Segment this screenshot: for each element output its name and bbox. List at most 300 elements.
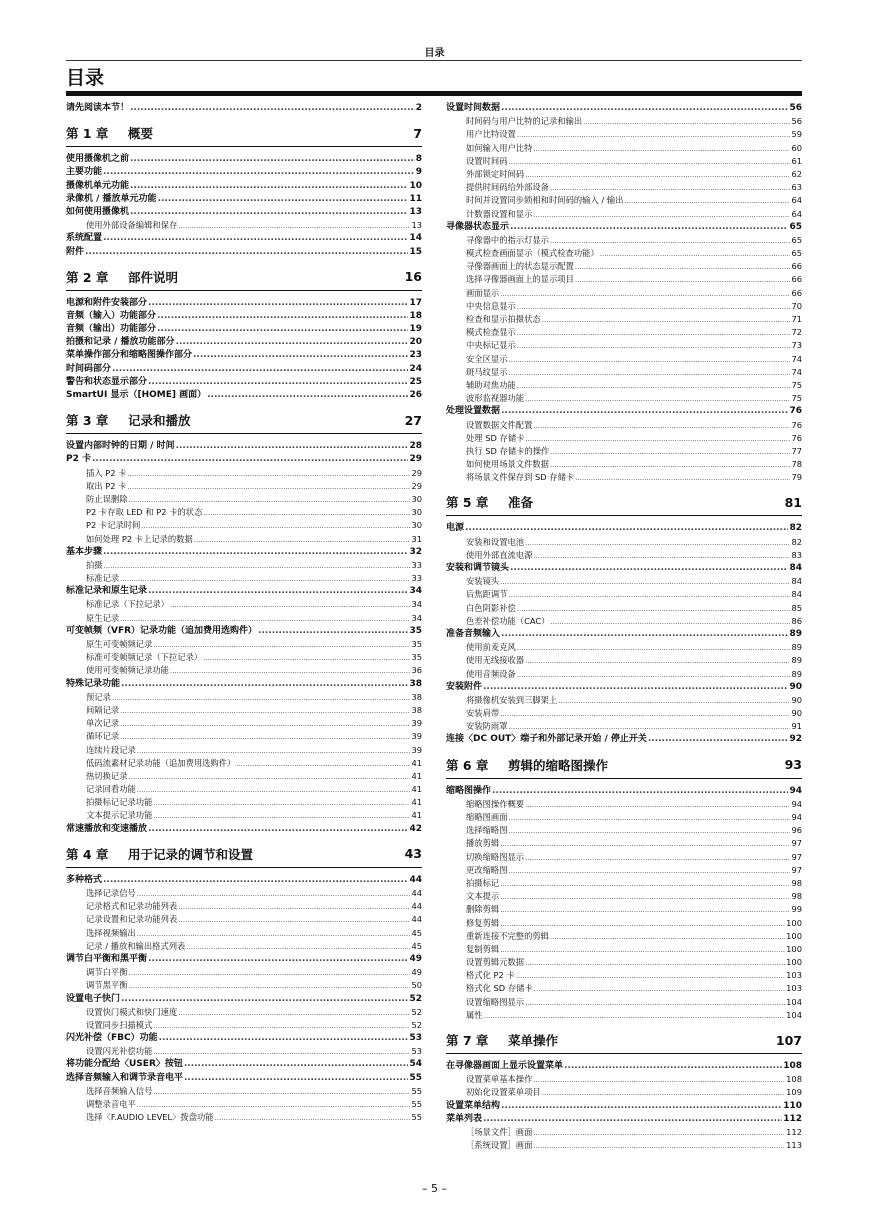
entry-page-number: 84 — [791, 576, 802, 587]
toc-subsection-entry[interactable] — [446, 1126, 802, 1139]
toc-subsection-entry[interactable] — [446, 115, 802, 128]
leader-dots — [148, 585, 408, 598]
entry-title: 记录 / 播放和输出格式列表 — [86, 940, 186, 951]
entry-title: 重新连接不完整的剪辑 — [466, 930, 549, 941]
toc-section-entry[interactable] — [66, 193, 422, 206]
toc-subsection-entry[interactable] — [66, 796, 422, 809]
entry-page-number: 97 — [791, 864, 802, 875]
entry-page-number: 41 — [411, 810, 422, 821]
entry-page-number: 108 — [783, 1061, 802, 1071]
toc-subsection-entry[interactable] — [446, 1073, 802, 1086]
entry-page-number: 52 — [411, 1019, 422, 1030]
leader-dots — [542, 313, 791, 326]
toc-section-entry[interactable] — [66, 349, 422, 362]
entry-page-number: 74 — [791, 353, 802, 364]
leader-dots — [525, 654, 790, 667]
toc-section-entry[interactable] — [66, 993, 422, 1006]
leader-dots — [533, 549, 790, 562]
chapter-heading[interactable] — [446, 1028, 802, 1054]
chapter-heading[interactable] — [446, 490, 802, 516]
entry-page-number: 91 — [791, 721, 802, 732]
entry-page-number: 29 — [411, 467, 422, 478]
entry-page-number: 35 — [411, 639, 422, 649]
entry-page-number: 77 — [791, 445, 802, 456]
leader-dots — [483, 681, 788, 694]
toc-section-entry[interactable] — [66, 336, 422, 349]
toc-subsection-entry[interactable] — [66, 651, 422, 664]
entry-title: 设置菜单基本操作 — [466, 1074, 533, 1085]
entry-page-number: 34 — [409, 586, 422, 597]
entry-page-number: 39 — [411, 718, 422, 729]
toc-subsection-entry[interactable] — [66, 598, 422, 611]
toc-subsection-entry[interactable] — [446, 943, 802, 956]
toc-subsection-entry[interactable] — [446, 903, 802, 916]
leader-dots — [509, 155, 791, 168]
chapter-heading[interactable] — [66, 842, 422, 868]
chapter-title-group — [446, 493, 533, 511]
toc-section-entry[interactable] — [66, 310, 422, 323]
entry-title: 如何使用场景文件数据 — [466, 459, 549, 470]
toc-subsection-entry[interactable] — [66, 519, 422, 532]
entry-title: 调整录音电平 — [86, 1099, 136, 1109]
toc-subsection-entry[interactable] — [446, 287, 802, 300]
toc-subsection-entry[interactable] — [66, 572, 422, 585]
entry-title: 音频（输入）功能部分 — [66, 310, 157, 321]
entry-page-number: 56 — [791, 116, 802, 127]
leader-dots — [558, 694, 790, 707]
toc-subsection-entry[interactable] — [446, 234, 802, 247]
entry-title: P2 卡存取 LED 和 P2 卡的状态 — [86, 507, 203, 518]
toc-subsection-entry[interactable] — [446, 917, 802, 930]
toc-subsection-entry[interactable] — [66, 1085, 422, 1098]
entry-page-number: 66 — [791, 287, 802, 298]
toc-subsection-entry[interactable] — [446, 194, 802, 207]
entry-title: 使用外部设备编辑和保存 — [86, 220, 178, 231]
toc-section-entry[interactable] — [446, 102, 802, 115]
toc-subsection-entry[interactable] — [446, 851, 802, 864]
toc-subsection-entry[interactable] — [446, 300, 802, 313]
entry-page-number: 55 — [409, 1072, 422, 1083]
toc-subsection-entry[interactable] — [446, 996, 802, 1009]
toc-subsection-entry[interactable] — [66, 770, 422, 783]
toc-subsection-entry[interactable] — [446, 128, 802, 141]
leader-dots — [551, 615, 791, 628]
toc-subsection-entry[interactable] — [446, 588, 802, 601]
entry-page-number: 75 — [791, 393, 802, 404]
toc-subsection-entry[interactable] — [66, 1019, 422, 1032]
entry-page-number: 85 — [791, 602, 802, 613]
leader-dots — [575, 273, 791, 286]
toc-section-entry[interactable] — [66, 102, 422, 115]
toc-subsection-entry[interactable] — [446, 798, 802, 811]
toc-subsection-entry[interactable] — [66, 664, 422, 677]
toc-subsection-entry[interactable] — [446, 353, 802, 366]
entry-title: 将功能分配给〈USER〉按钮 — [66, 1059, 183, 1070]
toc-section-entry[interactable] — [66, 1058, 422, 1071]
leader-dots — [533, 1126, 785, 1139]
toc-subsection-entry[interactable] — [66, 1098, 422, 1111]
entry-page-number: 34 — [411, 612, 422, 623]
entry-title: 使用摄像机之前 — [66, 154, 130, 165]
toc-subsection-entry[interactable] — [446, 339, 802, 352]
leader-dots — [85, 246, 408, 259]
toc-subsection-entry[interactable] — [446, 142, 802, 155]
toc-subsection-entry[interactable] — [66, 757, 422, 770]
leader-dots — [564, 1060, 782, 1073]
entry-title: 将摄像机安装到三脚架上 — [466, 694, 558, 705]
leader-dots — [153, 1019, 410, 1032]
toc-section-entry[interactable] — [66, 440, 422, 453]
toc-section-entry[interactable] — [446, 785, 802, 798]
toc-subsection-entry[interactable] — [446, 366, 802, 379]
entry-title: 调节白平衡和黑平衡 — [66, 953, 148, 964]
toc-subsection-entry[interactable] — [66, 913, 422, 926]
toc-subsection-entry[interactable] — [66, 927, 422, 940]
leader-dots — [501, 405, 788, 418]
toc-section-entry[interactable] — [66, 585, 422, 598]
chapter-number: 第 6 章 — [446, 757, 489, 773]
leader-dots — [501, 1100, 782, 1113]
toc-section-entry[interactable] — [66, 874, 422, 887]
chapter-page-number: 43 — [404, 846, 422, 862]
leader-dots — [517, 326, 791, 339]
chapter-heading[interactable] — [66, 121, 422, 147]
entry-title: 音频（输出）功能部分 — [66, 324, 157, 335]
leader-dots — [129, 979, 411, 992]
toc-subsection-entry[interactable] — [66, 717, 422, 730]
toc-subsection-entry[interactable] — [66, 940, 422, 953]
toc-subsection-entry[interactable] — [446, 864, 802, 877]
leader-dots — [159, 1032, 409, 1045]
entry-title: 安装和调节镜头 — [446, 563, 510, 573]
toc-subsection-entry[interactable] — [66, 900, 422, 913]
toc-subsection-entry[interactable] — [446, 982, 802, 995]
entry-title: 菜单列表 — [446, 1113, 483, 1124]
entry-title: 将场景文件保存到 SD 存储卡 — [466, 472, 575, 483]
chapter-page-number: 93 — [784, 757, 802, 773]
toc-subsection-entry[interactable] — [446, 969, 802, 982]
entry-title: 后焦距调节 — [466, 589, 508, 600]
toc-subsection-entry[interactable] — [446, 1086, 802, 1099]
toc-subsection-entry[interactable] — [66, 1111, 422, 1124]
toc-section-entry[interactable] — [446, 628, 802, 641]
toc-subsection-entry[interactable] — [446, 432, 802, 445]
entry-title: 设置电子快门 — [66, 993, 121, 1004]
entry-title: 处理 SD 存储卡 — [466, 432, 525, 443]
entry-title: 主要功能 — [66, 167, 103, 178]
entry-title: 如何使用摄像机 — [66, 206, 130, 217]
toc-subsection-entry[interactable] — [446, 419, 802, 432]
toc-subsection-entry[interactable] — [66, 809, 422, 822]
chapter-title: 部件说明 — [128, 269, 179, 285]
entry-title: 设置缩略图显示 — [466, 996, 525, 1007]
entry-title: 菜单操作部分和缩略图操作部分 — [66, 350, 193, 361]
leader-dots — [176, 336, 409, 349]
entry-page-number: 61 — [791, 155, 802, 166]
chapter-title: 菜单操作 — [508, 1033, 559, 1048]
toc-subsection-entry[interactable] — [446, 890, 802, 903]
chapter-number: 第 7 章 — [446, 1033, 489, 1048]
chapter-heading[interactable] — [66, 408, 422, 434]
leader-dots — [583, 115, 790, 128]
entry-title: 调节白平衡 — [86, 967, 128, 978]
entry-title: 设置同步扫描模式 — [86, 1019, 153, 1030]
leader-dots — [120, 717, 410, 730]
leader-dots — [500, 287, 790, 300]
entry-title: 文本提示记录功能 — [86, 810, 153, 821]
toc-subsection-entry[interactable] — [446, 155, 802, 168]
toc-subsection-entry[interactable] — [446, 273, 802, 286]
toc-section-entry[interactable] — [66, 297, 422, 310]
entry-title: 寻像器状态显示 — [446, 221, 510, 232]
toc-subsection-entry[interactable] — [446, 575, 802, 588]
entry-title: 连接〈DC OUT〉端子和外部记录开始 / 停止开关 — [446, 734, 647, 745]
toc-subsection-entry[interactable] — [66, 559, 422, 572]
toc-section-entry[interactable] — [66, 166, 422, 179]
leader-dots — [534, 982, 785, 995]
toc-subsection-entry[interactable] — [446, 668, 802, 681]
entry-title: 如何输入用户比特 — [466, 142, 533, 153]
entry-title: 电源和附件安装部分 — [66, 297, 148, 308]
toc-subsection-entry[interactable] — [66, 612, 422, 625]
toc-subsection-entry[interactable] — [446, 956, 802, 969]
toc-section-entry[interactable] — [446, 681, 802, 694]
entry-page-number: 55 — [411, 1112, 422, 1123]
toc-section-entry[interactable] — [446, 733, 802, 746]
toc-subsection-entry[interactable] — [446, 208, 802, 221]
toc-subsection-entry[interactable] — [446, 930, 802, 943]
entry-page-number: 41 — [411, 757, 422, 768]
toc-subsection-entry[interactable] — [446, 824, 802, 837]
toc-subsection-entry[interactable] — [66, 219, 422, 232]
chapter-page-number: 7 — [413, 125, 422, 141]
toc-subsection-entry[interactable] — [446, 641, 802, 654]
toc-section-entry[interactable] — [66, 206, 422, 219]
entry-page-number: 23 — [409, 350, 422, 361]
toc-subsection-entry[interactable] — [446, 392, 802, 405]
toc-section-entry[interactable] — [446, 1100, 802, 1113]
leader-dots — [500, 943, 785, 956]
leader-dots — [178, 219, 410, 232]
toc-subsection-entry[interactable] — [66, 1045, 422, 1058]
leader-dots — [130, 206, 408, 219]
entry-page-number: 55 — [411, 1099, 422, 1109]
leader-dots — [500, 837, 790, 850]
toc-subsection-entry[interactable] — [446, 811, 802, 824]
leader-dots — [533, 1073, 785, 1086]
toc-subsection-entry[interactable] — [446, 458, 802, 471]
toc-subsection-entry[interactable] — [66, 744, 422, 757]
chapter-number: 第 3 章 — [66, 413, 109, 429]
entry-page-number: 108 — [786, 1074, 802, 1085]
entry-page-number: 44 — [409, 874, 422, 885]
toc-subsection-entry[interactable] — [446, 536, 802, 549]
entry-title: 准备音频输入 — [446, 628, 501, 639]
leader-dots — [178, 900, 410, 913]
leader-dots — [501, 628, 788, 641]
toc-section-entry[interactable] — [446, 522, 802, 535]
chapter-page-number: 107 — [775, 1032, 802, 1048]
chapter-number: 第 5 章 — [446, 495, 489, 511]
toc-subsection-entry[interactable] — [66, 1006, 422, 1019]
toc-subsection-entry[interactable] — [66, 691, 422, 704]
toc-subsection-entry[interactable] — [446, 707, 802, 720]
toc-subsection-entry[interactable] — [446, 445, 802, 458]
leader-dots — [103, 546, 408, 559]
leader-dots — [550, 445, 790, 458]
leader-dots — [120, 730, 410, 743]
leader-dots — [525, 798, 790, 811]
toc-subsection-entry[interactable] — [66, 533, 422, 546]
entry-page-number: 75 — [791, 379, 802, 390]
entry-title: 循环记录 — [86, 731, 120, 742]
toc-subsection-entry[interactable] — [66, 966, 422, 979]
toc-subsection-entry[interactable] — [66, 783, 422, 796]
leader-dots — [517, 641, 791, 654]
toc-section-entry[interactable] — [66, 363, 422, 376]
entry-page-number: 34 — [411, 599, 422, 610]
chapter-heading[interactable] — [446, 753, 802, 779]
entry-page-number: 35 — [409, 625, 422, 636]
toc-subsection-entry[interactable] — [66, 730, 422, 743]
toc-subsection-entry[interactable] — [66, 704, 422, 717]
entry-title: 连续片段记录 — [86, 744, 136, 755]
leader-dots — [176, 440, 409, 453]
entry-title: 使用无线接收器 — [466, 655, 525, 666]
leader-dots — [121, 993, 408, 1006]
entry-page-number: 78 — [791, 459, 802, 470]
entry-page-number: 32 — [409, 546, 422, 557]
toc-section-entry[interactable] — [66, 232, 422, 245]
toc-section-entry[interactable] — [446, 1113, 802, 1126]
leader-dots — [542, 1086, 785, 1099]
toc-subsection-entry[interactable] — [446, 602, 802, 615]
toc-subsection-entry[interactable] — [446, 720, 802, 733]
toc-subsection-entry[interactable] — [66, 506, 422, 519]
toc-subsection-entry[interactable] — [66, 467, 422, 480]
toc-subsection-entry[interactable] — [446, 181, 802, 194]
chapter-heading[interactable] — [66, 265, 422, 291]
toc-subsection-entry[interactable] — [446, 313, 802, 326]
entry-page-number: 38 — [411, 691, 422, 702]
entry-title: 设置剪辑元数据 — [466, 957, 525, 968]
leader-dots — [121, 678, 408, 691]
entry-title: 选择视频输出 — [86, 927, 136, 938]
toc-subsection-entry[interactable] — [446, 694, 802, 707]
toc-subsection-entry[interactable] — [446, 168, 802, 181]
entry-title: 原生可变帧频记录 — [86, 639, 153, 649]
toc-subsection-entry[interactable] — [446, 471, 802, 484]
entry-title: 拍摄标记记录功能 — [86, 797, 153, 808]
entry-title: 波形监视器功能 — [466, 393, 525, 404]
toc-subsection-entry[interactable] — [66, 979, 422, 992]
toc-subsection-entry[interactable] — [446, 247, 802, 260]
toc-subsection-entry[interactable] — [446, 326, 802, 339]
entry-page-number: 38 — [411, 704, 422, 715]
toc-subsection-entry[interactable] — [446, 260, 802, 273]
toc-section-entry[interactable] — [66, 453, 422, 466]
entry-title: 单次记录 — [86, 718, 120, 729]
toc-section-entry[interactable] — [66, 678, 422, 691]
toc-section-entry[interactable] — [446, 1060, 802, 1073]
toc-subsection-entry[interactable] — [446, 615, 802, 628]
entry-title: 特殊记录功能 — [66, 678, 121, 689]
toc-subsection-entry[interactable] — [446, 837, 802, 850]
entry-page-number: 65 — [789, 221, 802, 232]
leader-dots — [158, 193, 409, 206]
entry-title: 使用可变帧频记录功能 — [86, 665, 169, 676]
toc-subsection-entry[interactable] — [66, 493, 422, 506]
entry-page-number: 13 — [411, 220, 422, 231]
entry-page-number: 109 — [786, 1087, 802, 1098]
toc-subsection-entry[interactable] — [66, 480, 422, 493]
entry-page-number: 24 — [409, 363, 422, 374]
leader-dots — [130, 153, 415, 166]
entry-title: 修复剪辑 — [466, 917, 500, 928]
entry-page-number: 82 — [791, 536, 802, 547]
leader-dots — [509, 366, 791, 379]
toc-subsection-entry[interactable] — [446, 877, 802, 890]
entry-title: 初始化设置菜单项目 — [466, 1087, 541, 1098]
toc-section-entry[interactable] — [66, 180, 422, 193]
toc-section-entry[interactable] — [66, 246, 422, 259]
leader-dots — [509, 720, 791, 733]
leader-dots — [129, 966, 411, 979]
entry-title: 辅助对焦功能 — [466, 379, 516, 390]
entry-page-number: 52 — [411, 1006, 422, 1017]
entry-title: 录像机 / 播放单元功能 — [66, 193, 157, 204]
toc-subsection-entry[interactable] — [446, 1139, 802, 1152]
toc-section-entry[interactable] — [66, 389, 422, 402]
entry-page-number: 90 — [791, 694, 802, 705]
toc-section-entry[interactable] — [66, 823, 422, 836]
toc-subsection-entry[interactable] — [446, 654, 802, 667]
entry-title: 安装防雨罩 — [466, 721, 508, 732]
leader-dots — [103, 874, 408, 887]
entry-page-number: 86 — [791, 615, 802, 626]
toc-section-entry[interactable] — [446, 221, 802, 234]
leader-dots — [104, 559, 411, 572]
toc-subsection-entry[interactable] — [446, 379, 802, 392]
toc-subsection-entry[interactable] — [446, 549, 802, 562]
chapter-number: 第 2 章 — [66, 269, 109, 285]
entry-title: 多种格式 — [66, 874, 103, 885]
leader-dots — [141, 519, 410, 532]
toc-section-entry[interactable] — [66, 1072, 422, 1085]
toc-section-entry[interactable] — [66, 953, 422, 966]
toc-section-entry[interactable] — [66, 153, 422, 166]
toc-subsection-entry[interactable] — [446, 1009, 802, 1022]
toc-section-entry[interactable] — [66, 1032, 422, 1045]
entry-page-number: 45 — [411, 927, 422, 938]
leader-dots — [153, 796, 410, 809]
entry-page-number: 64 — [791, 208, 802, 219]
page-number: – 5 – — [422, 1182, 447, 1195]
leader-dots — [517, 128, 791, 141]
entry-page-number: 53 — [411, 1046, 422, 1057]
toc-subsection-entry[interactable] — [66, 638, 422, 651]
toc-section-entry[interactable] — [66, 323, 422, 336]
toc-section-entry[interactable] — [66, 625, 422, 638]
toc-section-entry[interactable] — [446, 405, 802, 418]
entry-title: 播放剪辑 — [466, 838, 500, 849]
toc-subsection-entry[interactable] — [66, 887, 422, 900]
entry-title: 中央标记显示 — [466, 340, 516, 351]
toc-section-entry[interactable] — [66, 546, 422, 559]
toc-section-entry[interactable] — [66, 376, 422, 389]
entry-title: 标准记录 — [86, 573, 120, 584]
toc-section-entry[interactable] — [446, 562, 802, 575]
